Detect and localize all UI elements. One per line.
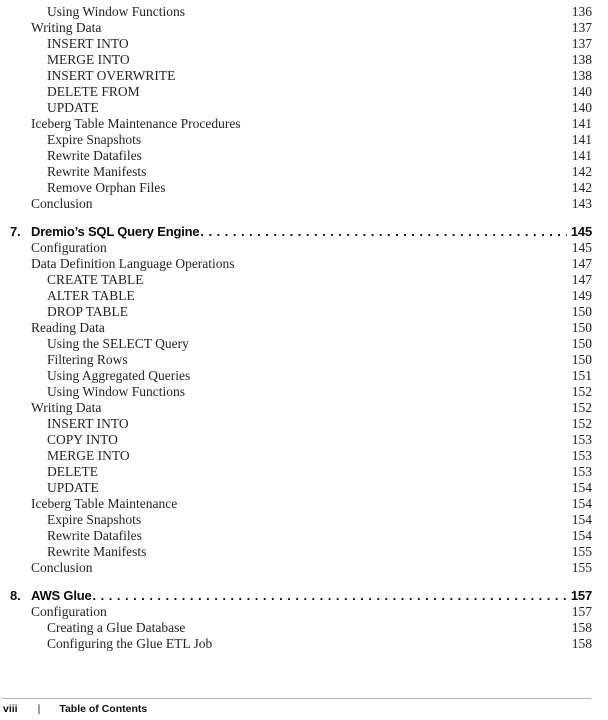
- entry-page-number: 154: [571, 496, 592, 511]
- entry-title: Rewrite Datafiles: [47, 148, 142, 163]
- chapter-number: 7.: [10, 224, 21, 239]
- dot-leader: [200, 224, 567, 240]
- entry-title: Writing Data: [31, 400, 102, 415]
- entry-title: INSERT INTO: [47, 416, 129, 431]
- entry-page-number: 137: [571, 36, 592, 51]
- toc-entry: [10, 560, 592, 576]
- entry-title: Remove Orphan Files: [47, 180, 166, 195]
- toc-entry: [10, 256, 592, 272]
- toc-entry: [10, 116, 592, 132]
- entry-title: Creating a Glue Database: [47, 620, 186, 635]
- entry-page-number: 157: [571, 604, 592, 619]
- entry-title: Using the SELECT Query: [47, 336, 189, 351]
- entry-page-number: 141: [571, 148, 592, 163]
- entry-title: Iceberg Table Maintenance: [31, 496, 178, 511]
- toc-entry: [10, 68, 592, 84]
- toc-entry: [10, 448, 592, 464]
- entry-page-number: 150: [571, 352, 592, 367]
- entry-page-number: 158: [571, 620, 592, 635]
- entry-title: INSERT INTO: [47, 36, 129, 51]
- entry-page-number: 145: [571, 240, 592, 255]
- dot-leader: [93, 588, 567, 604]
- toc-entry: [10, 288, 592, 304]
- entry-page-number: 147: [571, 256, 592, 271]
- toc-entry: [10, 368, 592, 384]
- toc-entry: [10, 636, 592, 652]
- table-of-contents: [10, 4, 592, 652]
- entry-page-number: 138: [571, 68, 592, 83]
- entry-title: Configuration: [31, 604, 107, 619]
- toc-entry: [10, 196, 592, 212]
- footer-section-title: Table of Contents: [59, 703, 148, 715]
- toc-entry: [10, 164, 592, 180]
- entry-title: UPDATE: [47, 480, 99, 495]
- footer-page-number: viii: [3, 703, 18, 715]
- entry-title: DROP TABLE: [47, 304, 129, 319]
- chapter-title: Dremio’s SQL Query Engine: [31, 224, 200, 239]
- entry-page-number: 142: [571, 164, 592, 179]
- toc-entry: [10, 604, 592, 620]
- entry-title: DELETE FROM: [47, 84, 140, 99]
- entry-title: Iceberg Table Maintenance Procedures: [31, 116, 241, 131]
- entry-title: Rewrite Manifests: [47, 164, 147, 179]
- entry-title: Rewrite Datafiles: [47, 528, 142, 543]
- entry-page-number: 153: [571, 432, 592, 447]
- entry-title: Conclusion: [31, 560, 93, 575]
- entry-title: Expire Snapshots: [47, 512, 142, 527]
- toc-entry: [10, 416, 592, 432]
- entry-page-number: 140: [571, 84, 592, 99]
- entry-title: COPY INTO: [47, 432, 118, 447]
- entry-page-number: 154: [571, 512, 592, 527]
- entry-page-number: 153: [571, 448, 592, 463]
- entry-page-number: 143: [571, 196, 592, 211]
- toc-entry: [10, 36, 592, 52]
- toc-entry: [10, 384, 592, 400]
- entry-page-number: 151: [571, 368, 592, 383]
- entry-page-number: 142: [571, 180, 592, 195]
- entry-title: Data Definition Language Operations: [31, 256, 235, 271]
- entry-title: Configuring the Glue ETL Job: [47, 636, 213, 651]
- entry-title: Using Window Functions: [47, 4, 185, 19]
- toc-entry: [10, 180, 592, 196]
- toc-entry: [10, 132, 592, 148]
- toc-entry: [10, 52, 592, 68]
- entry-title: Reading Data: [31, 320, 105, 335]
- chapter-title: AWS Glue: [31, 588, 92, 603]
- entry-page-number: 136: [571, 4, 592, 19]
- entry-title: INSERT OVERWRITE: [47, 68, 176, 83]
- toc-entry: [10, 432, 592, 448]
- toc-entry: [10, 620, 592, 636]
- entry-title: Rewrite Manifests: [47, 544, 147, 559]
- toc-entry: [10, 320, 592, 336]
- entry-title: MERGE INTO: [47, 448, 130, 463]
- entry-page-number: 141: [571, 132, 592, 147]
- toc-entry: [10, 304, 592, 320]
- toc-chapter-heading: [10, 588, 592, 604]
- entry-page-number: 147: [571, 272, 592, 287]
- entry-title: DELETE: [47, 464, 98, 479]
- entry-title: Filtering Rows: [47, 352, 128, 367]
- toc-entry: [10, 400, 592, 416]
- toc-entry: [10, 528, 592, 544]
- entry-title: Conclusion: [31, 196, 93, 211]
- entry-page-number: 152: [571, 400, 592, 415]
- toc-entry: [10, 148, 592, 164]
- toc-entry: [10, 496, 592, 512]
- entry-title: Writing Data: [31, 20, 102, 35]
- toc-entry: [10, 464, 592, 480]
- toc-entry: [10, 4, 592, 20]
- entry-title: Configuration: [31, 240, 107, 255]
- entry-title: MERGE INTO: [47, 52, 130, 67]
- entry-title: CREATE TABLE: [47, 272, 144, 287]
- toc-entry: [10, 336, 592, 352]
- toc-chapter-heading: [10, 224, 592, 240]
- entry-page-number: 155: [571, 544, 592, 559]
- entry-page-number: 150: [571, 336, 592, 351]
- entry-title: UPDATE: [47, 100, 99, 115]
- toc-entry: [10, 352, 592, 368]
- entry-page-number: 137: [571, 20, 592, 35]
- toc-entry: [10, 100, 592, 116]
- entry-page-number: 152: [571, 416, 592, 431]
- entry-title: Using Aggregated Queries: [47, 368, 191, 383]
- toc-entry: [10, 272, 592, 288]
- entry-page-number: 152: [571, 384, 592, 399]
- toc-entry: [10, 240, 592, 256]
- entry-page-number: 150: [571, 304, 592, 319]
- entry-page-number: 145: [570, 224, 592, 239]
- entry-page-number: 153: [571, 464, 592, 479]
- entry-page-number: 138: [571, 52, 592, 67]
- toc-entry: [10, 20, 592, 36]
- entry-page-number: 149: [571, 288, 592, 303]
- entry-page-number: 154: [571, 528, 592, 543]
- entry-title: Using Window Functions: [47, 384, 185, 399]
- footer-separator: |: [37, 703, 41, 715]
- toc-entry: [10, 480, 592, 496]
- toc-entry: [10, 512, 592, 528]
- entry-page-number: 157: [570, 588, 592, 603]
- toc-entry: [10, 544, 592, 560]
- chapter-number: 8.: [10, 588, 21, 603]
- entry-page-number: 141: [571, 116, 592, 131]
- entry-title: Expire Snapshots: [47, 132, 142, 147]
- entry-page-number: 140: [571, 100, 592, 115]
- entry-page-number: 158: [571, 636, 592, 651]
- entry-page-number: 155: [571, 560, 592, 575]
- toc-entry: [10, 84, 592, 100]
- page-footer: [2, 698, 591, 720]
- entry-page-number: 154: [571, 480, 592, 495]
- entry-page-number: 150: [571, 320, 592, 335]
- entry-title: ALTER TABLE: [47, 288, 135, 303]
